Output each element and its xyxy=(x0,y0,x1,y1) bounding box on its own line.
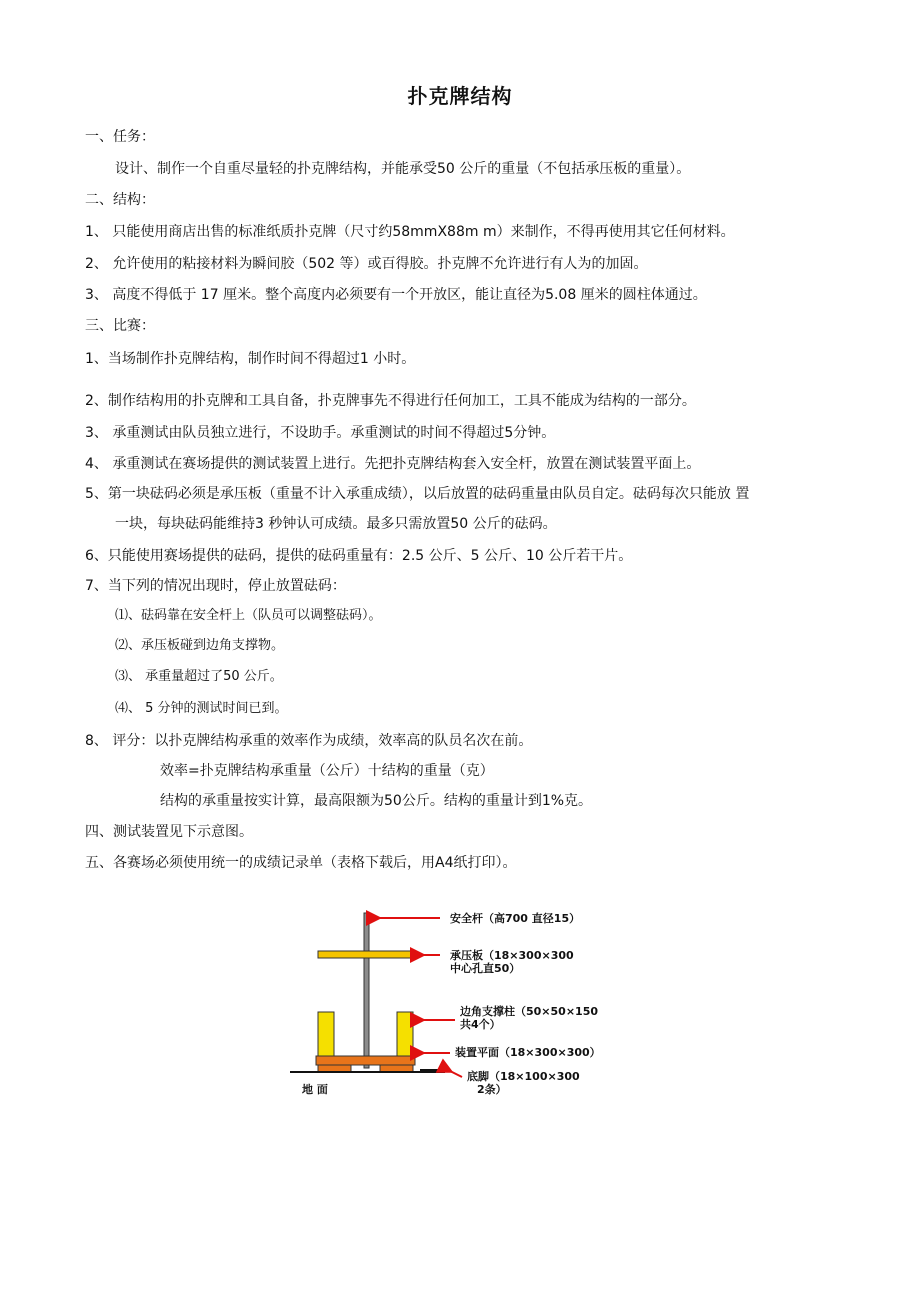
label-pressure-plate-2: 中心孔直50） xyxy=(450,962,521,975)
safety-rod xyxy=(364,913,369,1068)
label-corner-post-1: 边角支撑柱（50×50×150 xyxy=(460,1005,599,1018)
competition-item-6: 6、只能使用赛场提供的砝码，提供的砝码重量有：2.5 公斤、5 公斤、10 公斤若干片。 xyxy=(85,548,633,564)
competition-item-3: 3、 承重测试由队员独立进行，不设助手。承重测试的时间不得超过5分钟。 xyxy=(85,425,556,441)
arrow-base xyxy=(450,1071,462,1077)
competition-item-5-cont: 一块，每块砝码能维持3 秒钟认可成绩。最多只需放置50 公斤的砝码。 xyxy=(115,516,557,532)
label-pressure-plate-1: 承压板（18×300×300 xyxy=(450,949,574,962)
structure-item-2: 2、 允许使用的粘接材料为瞬间胶（502 等）或百得胶。扑克牌不允许进行有人为的加固。 xyxy=(85,256,648,272)
section-heading-record: 五、各赛场必须使用统一的成绩记录单（表格下载后，用A4纸打印）。 xyxy=(85,855,517,871)
task-text: 设计、制作一个自重尽量轻的扑克牌结构，并能承受50 公斤的重量（不包括承压板的重量）。 xyxy=(115,161,691,177)
base-foot-left xyxy=(318,1065,351,1072)
structure-item-3: 3、 高度不得低于 17 厘米。整个高度内必须要有一个开放区，能让直径为5.08 厘米的圆柱体通过。 xyxy=(85,287,707,303)
page-title: 扑克牌结构 xyxy=(407,84,513,108)
label-safety-rod: 安全杆（高700 直径15） xyxy=(450,912,581,925)
competition-item-4: 4、 承重测试在赛场提供的测试装置上进行。先把扑克牌结构套入安全杆，放置在测试装置平面上。 xyxy=(85,456,701,472)
competition-item-2: 2、制作结构用的扑克牌和工具自备，扑克牌事先不得进行任何加工，工具不能成为结构的一部分。 xyxy=(85,393,696,409)
competition-item-1: 1、当场制作扑克牌结构，制作时间不得超过1 小时。 xyxy=(85,351,416,367)
corner-post-left xyxy=(318,1012,334,1056)
section-heading-device: 四、测试装置见下示意图。 xyxy=(85,824,253,840)
competition-item-8: 8、 评分：以扑克牌结构承重的效率作为成绩，效率高的队员名次在前。 xyxy=(85,733,533,749)
device-platform xyxy=(316,1056,415,1065)
pressure-plate xyxy=(318,951,413,958)
structure-item-1: 1、 只能使用商店出售的标准纸质扑克牌（尺寸约58mmX88m m）来制作，不得再使用其它任何材料。 xyxy=(85,224,735,240)
section-heading-structure: 二、结构： xyxy=(85,192,155,208)
efficiency-formula: 效率=扑克牌结构承重量（公斤）十结构的重量（克） xyxy=(160,763,494,779)
label-base-2: 2条） xyxy=(477,1083,507,1096)
label-corner-post-2: 共4个） xyxy=(460,1018,501,1031)
competition-item-5: 5、第一块砝码必须是承压板（重量不计入承重成绩），以后放置的砝码重量由队员自定。砝码每次只能放 置 xyxy=(85,486,750,502)
stop-condition-2: ⑵、承压板碰到边角支撑物。 xyxy=(115,638,285,653)
label-platform: 装置平面（18×300×300） xyxy=(455,1046,601,1059)
test-device-diagram xyxy=(290,905,650,1100)
section-heading-task: 一、任务： xyxy=(85,129,155,145)
competition-item-7: 7、当下列的情况出现时，停止放置砝码： xyxy=(85,578,346,594)
section-heading-competition: 三、比赛： xyxy=(85,318,155,334)
stop-condition-4: ⑷、 5 分钟的测试时间已到。 xyxy=(115,701,288,716)
label-base-1: 底脚（18×100×300 xyxy=(467,1070,580,1083)
stop-condition-1: ⑴、砝码靠在安全杆上（队员可以调整砝码）。 xyxy=(115,608,382,623)
corner-post-right xyxy=(397,1012,413,1056)
efficiency-note: 结构的承重量按实计算，最高限额为50公斤。结构的重量计到1%克。 xyxy=(160,793,593,809)
base-foot-right xyxy=(380,1065,413,1072)
stop-condition-3: ⑶、 承重量超过了50 公斤。 xyxy=(115,669,283,684)
label-ground: 地 面 xyxy=(302,1083,328,1096)
